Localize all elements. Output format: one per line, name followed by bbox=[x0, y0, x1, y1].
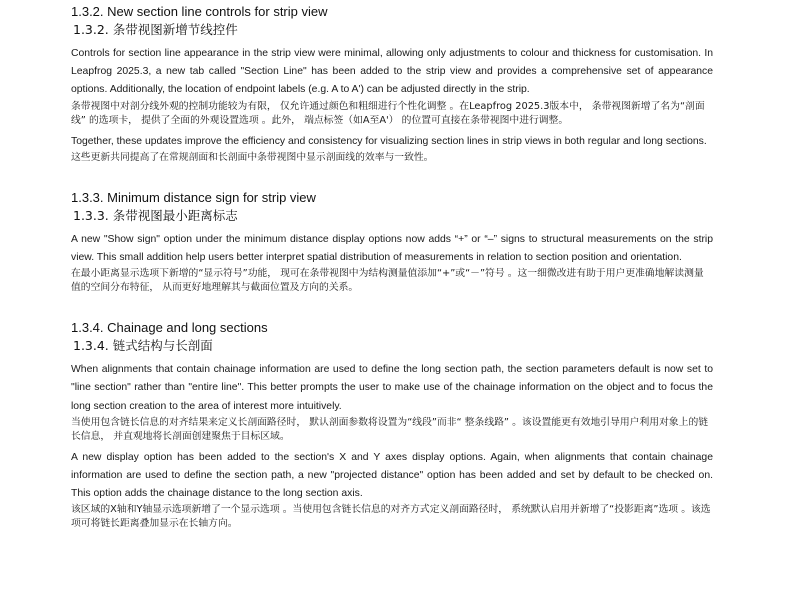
section-heading-zh: 1.3.3. 条带视图最小距离标志 bbox=[73, 207, 238, 223]
paragraph-zh: 在最小距离显示选项下新增的“显示符号”功能， 现可在条带视图中为结构测量值添加“+”或“－”符号 。这一细微改进有助于用户更准确地解读测量值的空间分布特征， 从而更好地理解其与截面位置及方向的关系。 bbox=[71, 268, 704, 294]
paragraph-zh: 条带视图中对剖分线外观的控制功能较为有限， 仅允许通过颜色和粗细进行个性化调整 。在Leapfrog 2025.3版本中， 条带视图新增了名为“剖面线” 的选项卡， 提供了全面的外观设置选项 。此外， 端点标签（如A至A'） 的位置可直接在条带视图中进行调整。 bbox=[71, 100, 705, 126]
paragraph-zh: 当使用包含链长信息的对齐结果来定义长剖面路径时， 默认剖面参数将设置为“线段”而非“ 整条线路” 。该设置能更有效地引导用户利用对象上的链长信息， 并直观地将长剖面创建聚焦于目标区域。 bbox=[71, 416, 709, 442]
section-heading-zh: 1.3.2. 条带视图新增节线控件 bbox=[73, 22, 238, 37]
section-heading-en: 1.3.3. Minimum distance sign for strip view bbox=[71, 189, 316, 205]
paragraph-zh: 该区域的X轴和Y轴显示选项新增了一个显示选项 。当使用包含链长信息的对齐方式定义剖面路径时， 系统默认启用并新增了“投影距离”选项 。该选项可将链长距离叠加显示在长轴方向。 bbox=[71, 504, 711, 530]
paragraph-en: A new display option has been added to the section's X and Y axes display options. Again, when alignments that contain chainage information are used to define the section path, a new "projected distance" option has been added and set by default to be checked on. This option adds the chainage distance to the long section axis. bbox=[71, 451, 713, 500]
section-heading-zh: 1.3.4. 链式结构与长剖面 bbox=[73, 338, 213, 354]
section-1-3-4 bbox=[71, 319, 713, 531]
paragraph-en: When alignments that contain chainage information are used to define the long section path, the section parameters default is now set to "line section" rather than "entire line". This better prompts the user to make use of the chainage information on the object and to focus the long section creation to the area of interest more intuitively. bbox=[71, 364, 713, 412]
section-heading-en: 1.3.4. Chainage and long sections bbox=[71, 320, 268, 336]
document-page bbox=[71, 3, 713, 531]
section-1-3-3 bbox=[71, 189, 713, 295]
paragraph-en: Together, these updates improve the efficiency and consistency for visualizing section lines in strip views in both regular and long sections. bbox=[71, 135, 707, 147]
paragraph-en: A new "Show sign" option under the minimum distance display options now adds “+” or “–” signs to structural measurements on the strip view. This small addition help users better interpret spatial distribution of measurements in relation to section position and orientation. bbox=[71, 233, 713, 264]
section-heading-en: 1.3.2. New section line controls for strip view bbox=[71, 4, 328, 19]
paragraph-zh: 这些更新共同提高了在常规剖面和长剖面中条带视图中显示剖面线的效率与一致性。 bbox=[71, 151, 434, 163]
paragraph-en: Controls for section line appearance in the strip view were minimal, allowing only adjustments to colour and thickness for customisation. In Leapfrog 2025.3, a new tab called "Section Line" has been added to the strip view and provides a comprehensive set of appearance options. Additionally, the location of endpoint labels (e.g. A to A') can be adjusted directly in the strip. bbox=[71, 48, 713, 96]
section-1-3-2 bbox=[71, 3, 713, 165]
